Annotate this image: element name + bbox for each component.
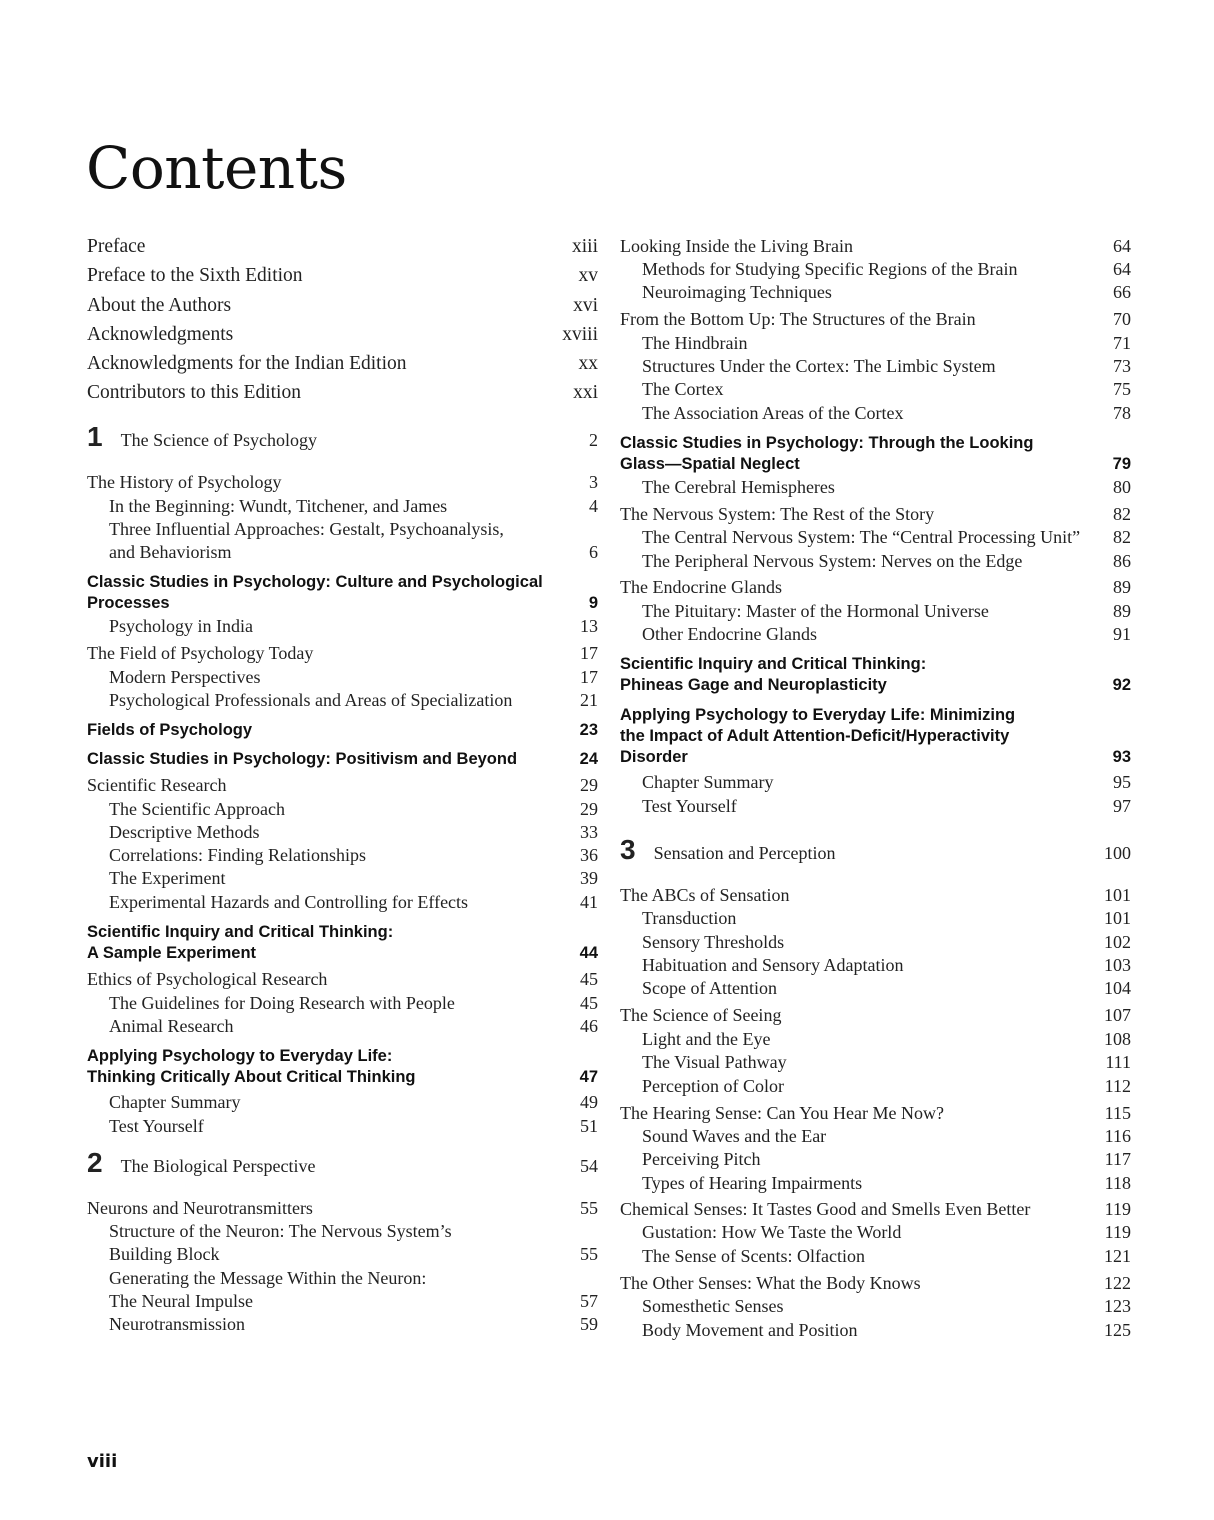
toc-entry-title: Body Movement and Position — [642, 1320, 858, 1340]
toc-page-number: 118 — [1104, 1173, 1131, 1193]
toc-page-number: 123 — [1104, 1296, 1131, 1316]
toc-feature-entry[interactable] — [620, 705, 1131, 726]
toc-subsection-entry[interactable] — [87, 1290, 598, 1313]
toc-page-number: 89 — [1113, 601, 1131, 621]
toc-entry-title: Classic Studies in Psychology: Positivism and Beyond — [87, 750, 518, 768]
toc-entry-title: The Neural Impulse — [109, 1291, 253, 1311]
toc-entry-title: The ABCs of Sensation — [620, 885, 790, 905]
toc-subsection-entry[interactable] — [620, 907, 1131, 930]
toc-page-number: 44 — [579, 944, 598, 962]
toc-page-number: 117 — [1104, 1149, 1131, 1169]
toc-subsection-entry[interactable] — [87, 666, 598, 689]
toc-feature-entry[interactable] — [87, 922, 598, 943]
toc-entry-title: The Experiment — [109, 868, 226, 888]
toc-entry-title: Scientific Research — [87, 775, 227, 795]
toc-subsection-entry[interactable] — [620, 931, 1131, 954]
toc-subsection-entry[interactable] — [87, 844, 598, 867]
chapter-title: Sensation and Perception — [653, 843, 836, 863]
toc-page-number: 4 — [589, 496, 598, 516]
toc-frontmatter-entry[interactable] — [87, 323, 598, 346]
toc-section-entry[interactable] — [87, 774, 598, 797]
toc-page-number: 82 — [1113, 504, 1131, 524]
toc-entry-title: Neuroimaging Techniques — [642, 282, 832, 302]
toc-entry-title: Descriptive Methods — [109, 822, 260, 842]
toc-page-number: 101 — [1104, 885, 1131, 905]
toc-entry-title: Psychology in India — [109, 616, 253, 636]
toc-feature-entry[interactable] — [620, 747, 1131, 768]
toc-section-entry[interactable] — [87, 1197, 598, 1220]
toc-frontmatter-entry[interactable] — [87, 294, 598, 317]
toc-subsection-entry[interactable] — [620, 1028, 1131, 1051]
toc-entry-title: The Nervous System: The Rest of the Story — [620, 504, 935, 524]
toc-entry-title: Test Yourself — [109, 1116, 204, 1136]
toc-entry-title: Glass—Spatial Neglect — [620, 455, 800, 473]
toc-chapter-heading[interactable] — [87, 421, 598, 452]
toc-entry-title: Looking Inside the Living Brain — [620, 236, 853, 256]
toc-subsection-entry[interactable] — [620, 332, 1131, 355]
toc-entry-title: Neurons and Neurotransmitters — [87, 1198, 313, 1218]
toc-entry-title: The Association Areas of the Cortex — [642, 403, 904, 423]
toc-subsection-entry[interactable] — [87, 798, 598, 821]
toc-subsection-entry[interactable] — [87, 1015, 598, 1038]
toc-entry-title: Thinking Critically About Critical Thinking — [87, 1068, 416, 1086]
toc-subsection-entry[interactable] — [620, 1295, 1131, 1318]
toc-page-number: 78 — [1113, 403, 1131, 423]
toc-page-number: xiii — [571, 236, 598, 257]
toc-entry-title: In the Beginning: Wundt, Titchener, and James — [109, 496, 448, 516]
toc-page-number: 17 — [580, 667, 598, 687]
toc-subsection-entry[interactable] — [620, 977, 1131, 1000]
toc-subsection-entry[interactable] — [620, 258, 1131, 281]
toc-subsection-entry[interactable] — [87, 495, 598, 518]
toc-page-number: xxi — [573, 382, 598, 403]
toc-entry-title — [620, 834, 836, 865]
toc-subsection-entry[interactable] — [620, 795, 1131, 818]
toc-entry-title: The Pituitary: Master of the Hormonal Universe — [642, 601, 989, 621]
toc-subsection-entry[interactable] — [87, 891, 598, 914]
toc-entry-title: The Sense of Scents: Olfaction — [642, 1246, 865, 1266]
toc-entry-title: Ethics of Psychological Research — [87, 969, 328, 989]
toc-subsection-entry[interactable] — [620, 1221, 1131, 1244]
toc-page-number: 125 — [1104, 1320, 1131, 1340]
toc-section-entry[interactable] — [87, 471, 598, 494]
toc-entry-title: The Cerebral Hemispheres — [642, 477, 835, 497]
toc-page-number: 6 — [589, 542, 598, 562]
toc-subsection-entry[interactable] — [620, 526, 1131, 549]
toc-entry-title: Sound Waves and the Ear — [642, 1126, 827, 1146]
toc-entry-title: Light and the Eye — [642, 1029, 771, 1049]
toc-page-number: 73 — [1113, 356, 1131, 376]
toc-entry-title: The Peripheral Nervous System: Nerves on the Edge — [642, 551, 1023, 571]
toc-page-number: 59 — [580, 1314, 598, 1334]
toc-page-number: 46 — [580, 1016, 598, 1036]
toc-feature-entry[interactable] — [87, 593, 598, 614]
toc-entry-title: The Visual Pathway — [642, 1052, 787, 1072]
toc-page-number: 71 — [1113, 333, 1131, 353]
toc-frontmatter-entry[interactable] — [87, 381, 598, 404]
toc-subsection-entry[interactable] — [620, 402, 1131, 425]
toc-page-number: 36 — [580, 845, 598, 865]
toc-entry-title — [87, 421, 318, 452]
toc-subsection-entry[interactable] — [620, 623, 1131, 646]
toc-entry-title: Correlations: Finding Relationships — [109, 845, 366, 865]
toc-feature-entry[interactable] — [87, 720, 598, 741]
toc-page-number: 92 — [1112, 676, 1131, 694]
toc-entry-title: Applying Psychology to Everyday Life: — [87, 1047, 393, 1065]
toc-chapter-heading[interactable] — [87, 1147, 598, 1178]
toc-page-number: 66 — [1113, 282, 1131, 302]
toc-page-number: 107 — [1104, 1005, 1131, 1025]
toc-frontmatter-entry[interactable] — [87, 352, 598, 375]
toc-page-number: 121 — [1104, 1246, 1131, 1266]
toc-entry-title: Contributors to this Edition — [87, 382, 301, 403]
toc-page-number: 13 — [580, 616, 598, 636]
toc-subsection-entry[interactable] — [87, 1243, 598, 1266]
toc-entry-title: the Impact of Adult Attention-Deficit/Hyperactivity — [620, 727, 1010, 745]
toc-entry-title: Building Block — [109, 1244, 220, 1264]
toc-page-number: 64 — [1113, 259, 1131, 279]
toc-section-entry[interactable] — [620, 1004, 1131, 1027]
toc-entry-title: The Field of Psychology Today — [87, 643, 314, 663]
toc-entry-title: Other Endocrine Glands — [642, 624, 817, 644]
toc-entry-title: Scientific Inquiry and Critical Thinking: — [87, 923, 394, 941]
toc-page-number: 75 — [1113, 379, 1131, 399]
toc-section-entry[interactable] — [620, 576, 1131, 599]
toc-entry-title: Experimental Hazards and Controlling for Effects — [109, 892, 469, 912]
toc-entry-title: Structure of the Neuron: The Nervous System’s — [109, 1221, 452, 1241]
toc-subsection-entry[interactable] — [620, 476, 1131, 499]
toc-entry-title: About the Authors — [87, 295, 232, 316]
toc-frontmatter-entry[interactable] — [87, 264, 598, 287]
toc-page-number: 23 — [579, 721, 598, 739]
toc-entry-title: The Central Nervous System: The “Central Processing Unit” — [642, 527, 1081, 547]
toc-subsection-entry[interactable] — [620, 1245, 1131, 1268]
toc-page-number: 45 — [580, 993, 598, 1013]
toc-entry-title: and Behaviorism — [109, 542, 232, 562]
toc-page-number: 86 — [1113, 551, 1131, 571]
toc-feature-entry[interactable] — [620, 654, 1131, 675]
toc-feature-entry[interactable] — [87, 1046, 598, 1067]
toc-page-number: 112 — [1104, 1076, 1131, 1096]
toc-subsection-entry[interactable] — [620, 355, 1131, 378]
chapter-number: 1 — [87, 421, 103, 452]
toc-entry-title: Chapter Summary — [109, 1092, 241, 1112]
toc-feature-entry[interactable] — [620, 454, 1131, 475]
toc-page-number: 70 — [1113, 309, 1131, 329]
toc-subsection-entry[interactable] — [620, 1051, 1131, 1074]
toc-entry-title: The Cortex — [642, 379, 724, 399]
toc-entry-title: From the Bottom Up: The Structures of the Brain — [620, 309, 976, 329]
toc-page-number: 64 — [1113, 236, 1131, 256]
toc-feature-entry[interactable] — [87, 1067, 598, 1088]
toc-subsection-entry[interactable] — [87, 541, 598, 564]
toc-feature-entry[interactable] — [620, 726, 1131, 747]
toc-page-number: 119 — [1104, 1222, 1131, 1242]
toc-entry-title: Generating the Message Within the Neuron: — [109, 1268, 427, 1288]
toc-page-number: 103 — [1104, 955, 1131, 975]
toc-section-entry[interactable] — [87, 642, 598, 665]
toc-entry-title: Scientific Inquiry and Critical Thinking: — [620, 655, 927, 673]
toc-entry-title: Test Yourself — [642, 796, 737, 816]
toc-entry-title: Modern Perspectives — [109, 667, 261, 687]
toc-subsection-entry[interactable] — [620, 1148, 1131, 1171]
toc-chapter-heading[interactable] — [620, 834, 1131, 865]
toc-entry-title: Fields of Psychology — [87, 721, 253, 739]
toc-entry-title: Acknowledgments — [87, 324, 234, 345]
toc-page-number: xvi — [573, 295, 598, 316]
toc-feature-entry[interactable] — [620, 675, 1131, 696]
toc-page-number: 100 — [1104, 843, 1131, 863]
toc-page-number: 54 — [580, 1156, 598, 1176]
toc-page-number: 45 — [580, 969, 598, 989]
toc-feature-entry[interactable] — [87, 572, 598, 593]
toc-page-number: 91 — [1113, 624, 1131, 644]
toc-page-number: xx — [578, 353, 598, 374]
toc-page-number: 93 — [1112, 748, 1131, 766]
toc-subsection-entry[interactable] — [620, 1125, 1131, 1148]
toc-entry-title: Acknowledgments for the Indian Edition — [87, 353, 407, 374]
toc-page-number: xviii — [562, 324, 598, 345]
toc-section-entry[interactable] — [620, 1198, 1131, 1221]
toc-page-number: 115 — [1104, 1103, 1131, 1123]
toc-entry-title: Transduction — [642, 908, 737, 928]
chapter-number: 3 — [620, 834, 636, 865]
toc-subsection-entry[interactable] — [87, 689, 598, 712]
toc-subsection-entry[interactable] — [620, 1319, 1131, 1342]
toc-page-number: 97 — [1113, 796, 1131, 816]
toc-entry-title: Neurotransmission — [109, 1314, 245, 1334]
toc-subsection-entry[interactable] — [620, 378, 1131, 401]
toc-page-number: xv — [578, 265, 598, 286]
toc-entry-title: The Hearing Sense: Can You Hear Me Now? — [620, 1103, 944, 1123]
toc-page-number: 2 — [589, 430, 598, 450]
toc-entry-title: Psychological Professionals and Areas of Specialization — [109, 690, 513, 710]
toc-entry-title: Phineas Gage and Neuroplasticity — [620, 676, 887, 694]
toc-section-entry[interactable] — [620, 1102, 1131, 1125]
toc-subsection-entry[interactable] — [620, 600, 1131, 623]
toc-page-number: 17 — [580, 643, 598, 663]
toc-page-number: 3 — [589, 472, 598, 492]
toc-feature-entry[interactable] — [87, 749, 598, 770]
toc-entry-title: Gustation: How We Taste the World — [642, 1222, 902, 1242]
toc-subsection-entry[interactable] — [620, 1075, 1131, 1098]
toc-subsection-entry[interactable] — [87, 615, 598, 638]
toc-page-number: 49 — [580, 1092, 598, 1112]
toc-page-number: 104 — [1104, 978, 1131, 998]
toc-section-entry[interactable] — [87, 968, 598, 991]
toc-entry-title: The Other Senses: What the Body Knows — [620, 1273, 921, 1293]
toc-page-number: 47 — [579, 1068, 598, 1086]
toc-subsection-entry[interactable] — [620, 1172, 1131, 1195]
toc-entry-title: Chapter Summary — [642, 772, 774, 792]
toc-page-number: 55 — [580, 1244, 598, 1264]
page-title: Contents — [86, 133, 347, 202]
toc-entry-title: Perception of Color — [642, 1076, 784, 1096]
toc-frontmatter-entry[interactable] — [87, 235, 598, 258]
toc-entry-title: Applying Psychology to Everyday Life: Minimizing — [620, 706, 1016, 724]
toc-page-number: 21 — [580, 690, 598, 710]
toc-subsection-entry[interactable] — [87, 1313, 598, 1336]
toc-entry-title: Scope of Attention — [642, 978, 777, 998]
toc-page-number: 102 — [1104, 932, 1131, 952]
toc-subsection-entry[interactable] — [87, 992, 598, 1015]
toc-page-number: 95 — [1113, 772, 1131, 792]
toc-section-entry[interactable] — [620, 308, 1131, 331]
toc-page-number: 82 — [1113, 527, 1131, 547]
toc-page-number: 79 — [1112, 455, 1131, 473]
toc-section-entry[interactable] — [620, 1272, 1131, 1295]
toc-entry-title: Methods for Studying Specific Regions of the Brain — [642, 259, 1018, 279]
toc-entry-title: Three Influential Approaches: Gestalt, Psychoanalysis, — [109, 519, 504, 539]
toc-entry-title: Perceiving Pitch — [642, 1149, 761, 1169]
toc-entry-title: Animal Research — [109, 1016, 234, 1036]
toc-entry-title: Structures Under the Cortex: The Limbic System — [642, 356, 996, 376]
toc-subsection-entry[interactable] — [620, 954, 1131, 977]
toc-entry-title: Classic Studies in Psychology: Culture and Psychological — [87, 573, 543, 591]
toc-page-number: 29 — [580, 799, 598, 819]
toc-subsection-entry[interactable] — [87, 1115, 598, 1138]
toc-subsection-entry[interactable] — [620, 550, 1131, 573]
toc-page-number: 55 — [580, 1198, 598, 1218]
toc-page-number: 80 — [1113, 477, 1131, 497]
toc-page-number: 41 — [580, 892, 598, 912]
toc-entry-title: Types of Hearing Impairments — [642, 1173, 863, 1193]
toc-subsection-entry[interactable] — [87, 1091, 598, 1114]
toc-entry-title: Classic Studies in Psychology: Through the Looking — [620, 434, 1034, 452]
toc-page-number: 24 — [579, 750, 598, 768]
toc-entry-title: Preface to the Sixth Edition — [87, 265, 303, 286]
toc-page-number: 39 — [580, 868, 598, 888]
toc-page-number: 33 — [580, 822, 598, 842]
page-number-folio: viii — [87, 1451, 118, 1472]
toc-entry-title: The Endocrine Glands — [620, 577, 782, 597]
toc-feature-entry[interactable] — [620, 433, 1131, 454]
toc-entry-title: The Hindbrain — [642, 333, 748, 353]
toc-subsection-entry[interactable] — [87, 1220, 598, 1243]
toc-entry-title: Somesthetic Senses — [642, 1296, 784, 1316]
toc-page-number: 101 — [1104, 908, 1131, 928]
toc-feature-entry[interactable] — [87, 943, 598, 964]
toc-entry-title: The Scientific Approach — [109, 799, 285, 819]
toc-subsection-entry[interactable] — [87, 867, 598, 890]
toc-entry-title: Disorder — [620, 748, 688, 766]
toc-entry-title: The Guidelines for Doing Research with People — [109, 993, 455, 1013]
toc-page-number: 9 — [588, 594, 598, 612]
toc-section-entry[interactable] — [620, 503, 1131, 526]
toc-page-number: 108 — [1104, 1029, 1131, 1049]
toc-page-number: 122 — [1104, 1273, 1131, 1293]
toc-page-number: 29 — [580, 775, 598, 795]
toc-subsection-entry[interactable] — [87, 518, 598, 541]
toc-page-number: 57 — [580, 1291, 598, 1311]
toc-subsection-entry[interactable] — [87, 821, 598, 844]
chapter-title: The Biological Perspective — [120, 1156, 316, 1176]
toc-page-number: 116 — [1104, 1126, 1131, 1146]
toc-section-entry[interactable] — [620, 884, 1131, 907]
toc-subsection-entry[interactable] — [620, 281, 1131, 304]
toc-section-entry[interactable] — [620, 235, 1131, 258]
toc-entry-title: Preface — [87, 236, 146, 257]
toc-entry-title: The History of Psychology — [87, 472, 282, 492]
toc-entry-title: The Science of Seeing — [620, 1005, 782, 1025]
chapter-number: 2 — [87, 1147, 103, 1178]
toc-entry-title: Habituation and Sensory Adaptation — [642, 955, 904, 975]
toc-entry-title: Chemical Senses: It Tastes Good and Smells Even Better — [620, 1199, 1031, 1219]
toc-entry-title — [87, 1147, 316, 1178]
toc-subsection-entry[interactable] — [87, 1267, 598, 1290]
toc-entry-title: Sensory Thresholds — [642, 932, 785, 952]
toc-page-number: 51 — [580, 1116, 598, 1136]
toc-page-number: 111 — [1105, 1052, 1131, 1072]
toc-page-number: 89 — [1113, 577, 1131, 597]
toc-entry-title: A Sample Experiment — [87, 944, 257, 962]
toc-entry-title: Processes — [87, 594, 170, 612]
chapter-title: The Science of Psychology — [120, 430, 318, 450]
toc-subsection-entry[interactable] — [620, 771, 1131, 794]
toc-page-number: 119 — [1104, 1199, 1131, 1219]
